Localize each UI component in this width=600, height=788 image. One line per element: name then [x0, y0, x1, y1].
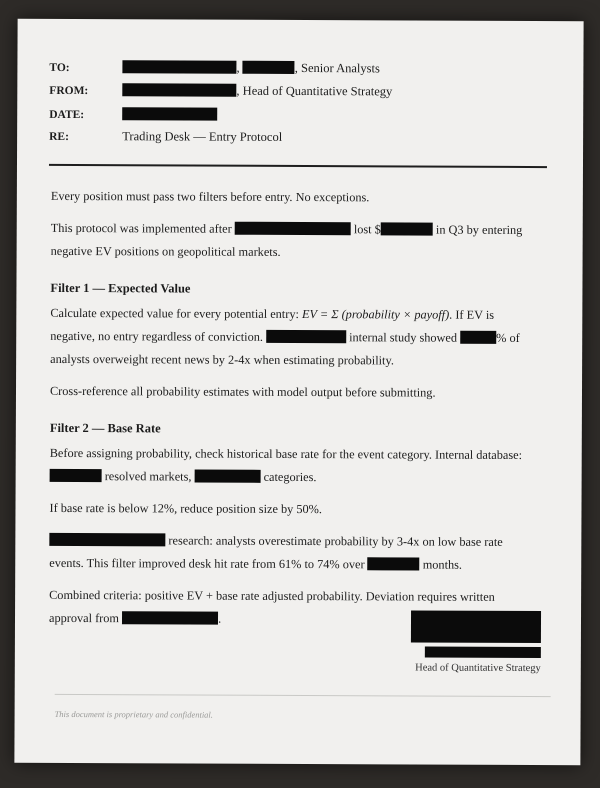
text: Combined criteria: positive EV + base rate adjusted probability. Deviation requires written approval from	[48, 587, 495, 626]
text: internal study showed	[349, 330, 458, 345]
text: months.	[422, 557, 463, 572]
ev-formula: EV = Σ (probability × payoff)	[301, 307, 450, 322]
crossref-paragraph: Cross-reference all probability estimates with model output before submitting.	[49, 383, 436, 400]
redaction	[243, 61, 295, 74]
text: Calculate expected value for every potential entry:	[50, 305, 303, 322]
redaction	[194, 470, 260, 483]
re-label: RE:	[49, 130, 69, 143]
filter1-heading: Filter 1 — Expected Value	[50, 280, 191, 296]
to-separator: ,	[236, 60, 240, 75]
from-label: FROM:	[49, 84, 89, 98]
text: resolved markets,	[104, 469, 192, 484]
redaction	[368, 557, 420, 570]
signature-redaction	[411, 610, 541, 643]
redaction	[49, 533, 165, 547]
intro-paragraph: Every position must pass two filters before entry. No exceptions.	[50, 188, 370, 205]
text: .	[218, 611, 222, 626]
background-paragraph	[51, 217, 541, 265]
text: Before assigning probability, check historical base rate for the event category. Internal database:	[49, 445, 523, 462]
confidentiality-note: This document is proprietary and confidential.	[54, 708, 213, 720]
text: . If EV is negative, no entry regardless of conviction.	[50, 307, 495, 344]
text: % of analysts overweight recent news by 2-4x when estimating probability.	[50, 330, 520, 368]
to-line	[49, 60, 380, 76]
research-paragraph	[49, 529, 539, 577]
base-rate-rule: If base rate is below 12%, reduce position size by 50%.	[49, 500, 323, 517]
name-redaction	[425, 647, 541, 659]
text: lost $	[353, 222, 381, 237]
text: in Q3 by entering negative EV positions on geopolitical markets.	[50, 222, 523, 259]
redaction	[235, 222, 351, 236]
text: research: analysts overestimate probability by 3-4x on low base rate events. This filter improved desk hit rate from 61% to 74% over	[49, 533, 503, 572]
redaction	[266, 330, 346, 343]
signature-block	[411, 610, 541, 674]
text: This protocol was implemented after	[50, 220, 232, 236]
date-label: DATE:	[49, 108, 85, 122]
redaction	[122, 107, 217, 120]
to-suffix: , Senior Analysts	[294, 60, 380, 76]
from-line	[49, 83, 392, 99]
memo-page	[14, 19, 583, 765]
to-label: TO:	[49, 61, 70, 74]
re-value: Trading Desk — Entry Protocol	[122, 129, 283, 144]
filter1-paragraph	[50, 302, 540, 373]
re-line	[49, 129, 282, 145]
memo-body	[49, 185, 541, 641]
redaction	[123, 60, 237, 73]
redaction	[122, 611, 218, 624]
filter2-paragraph	[50, 442, 540, 490]
redaction	[381, 222, 433, 235]
date-line	[49, 107, 217, 123]
filter2-heading: Filter 2 — Base Rate	[49, 420, 161, 436]
redaction	[122, 83, 236, 96]
header-divider	[49, 164, 547, 168]
from-suffix: , Head of Quantitative Strategy	[236, 83, 393, 99]
text: categories.	[263, 469, 317, 485]
redaction	[460, 331, 496, 344]
footer-divider	[55, 694, 551, 697]
signature-title: Head of Quantitative Strategy	[415, 662, 541, 675]
redaction	[50, 469, 102, 482]
